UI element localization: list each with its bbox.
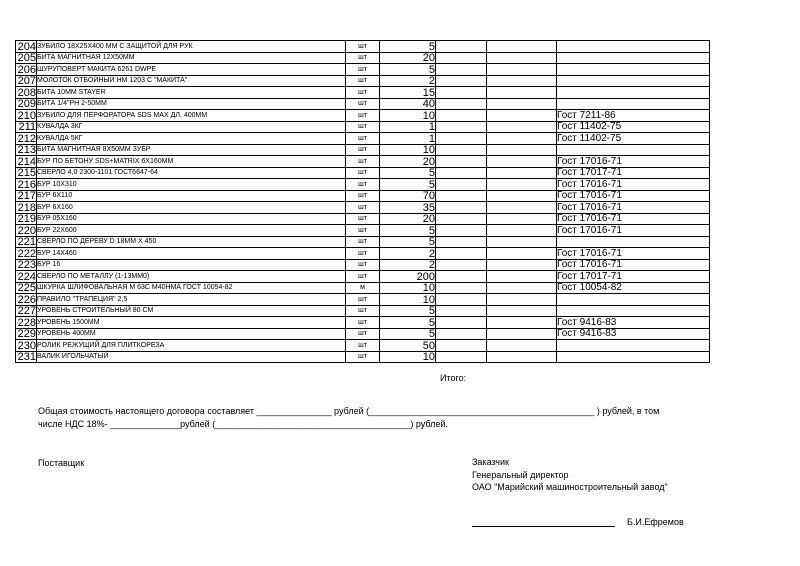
item-unit: шт — [346, 156, 380, 168]
row-number: 224 — [16, 271, 37, 283]
item-standard — [557, 351, 710, 363]
item-name: БУР 05Х160 — [37, 213, 346, 225]
item-unit: шт — [346, 98, 380, 110]
row-number: 225 — [16, 282, 37, 294]
item-unit: шт — [346, 236, 380, 248]
item-name: БИТА 10ММ STAYER — [37, 87, 346, 99]
item-unit: шт — [346, 271, 380, 283]
item-name: ВАЛИК ИГОЛЬЧАТЫЙ — [37, 351, 346, 363]
table-row — [16, 87, 710, 99]
item-name: БУР 6Х110 — [37, 190, 346, 202]
customer-block — [472, 456, 668, 494]
item-standard: Гост 17016-71 — [557, 156, 710, 168]
empty-cell — [436, 190, 487, 202]
item-name: БИТА МАГНИТНАЯ 8Х50ММ ЗУБР — [37, 144, 346, 156]
item-name: УРОВЕНЬ 400ММ — [37, 328, 346, 340]
item-name: БУР 14Х460 — [37, 248, 346, 260]
row-number: 206 — [16, 64, 37, 76]
empty-cell — [487, 305, 557, 317]
empty-cell — [487, 259, 557, 271]
item-unit: шт — [346, 133, 380, 145]
empty-cell — [487, 64, 557, 76]
item-standard: Гост 17016-71 — [557, 213, 710, 225]
item-name: БИТА 1/4"PH 2-50ММ — [37, 98, 346, 110]
item-unit: шт — [346, 328, 380, 340]
item-quantity: 1 — [380, 133, 436, 145]
table-row — [16, 41, 710, 53]
items-table-body — [16, 41, 710, 363]
empty-cell — [487, 133, 557, 145]
table-row — [16, 75, 710, 87]
item-name: ПРАВИЛО "ТРАПЕЦИЯ" 2,5 — [37, 294, 346, 306]
item-standard — [557, 52, 710, 64]
table-row — [16, 167, 710, 179]
item-standard: Гост 17016-71 — [557, 225, 710, 237]
item-standard: Гост 9416-83 — [557, 328, 710, 340]
item-quantity: 2 — [380, 75, 436, 87]
item-unit: шт — [346, 351, 380, 363]
item-standard: Гост 17017-71 — [557, 167, 710, 179]
item-standard — [557, 87, 710, 99]
item-quantity: 5 — [380, 64, 436, 76]
item-quantity: 50 — [380, 340, 436, 352]
row-number: 209 — [16, 98, 37, 110]
empty-cell — [487, 351, 557, 363]
table-row — [16, 190, 710, 202]
empty-cell — [436, 271, 487, 283]
item-name: БУР 10Х310 — [37, 179, 346, 191]
table-row — [16, 317, 710, 329]
table-row — [16, 259, 710, 271]
signature-line — [472, 526, 615, 527]
empty-cell — [487, 41, 557, 53]
item-unit: шт — [346, 87, 380, 99]
table-row — [16, 340, 710, 352]
item-standard: Гост 17016-71 — [557, 248, 710, 260]
item-quantity: 20 — [380, 213, 436, 225]
item-name: СВЕРЛО 4,0 2300-1101 ГОСТ6647-64 — [37, 167, 346, 179]
table-row — [16, 271, 710, 283]
supplier-label: Поставщик — [38, 458, 85, 468]
item-standard: Гост 11402-75 — [557, 121, 710, 133]
empty-cell — [487, 190, 557, 202]
item-unit: шт — [346, 225, 380, 237]
item-quantity: 5 — [380, 328, 436, 340]
customer-position: Генеральный директор — [472, 469, 569, 480]
item-unit: шт — [346, 179, 380, 191]
item-standard — [557, 41, 710, 53]
item-name: РОЛИК РЕЖУЩИЙ ДЛЯ ПЛИТКОРЕЗА — [37, 340, 346, 352]
item-standard: Гост 17016-71 — [557, 179, 710, 191]
item-quantity: 2 — [380, 248, 436, 260]
item-unit: шт — [346, 305, 380, 317]
item-name: КУВАЛДА 5КГ — [37, 133, 346, 145]
item-standard: Гост 9416-83 — [557, 317, 710, 329]
item-standard — [557, 294, 710, 306]
table-row — [16, 294, 710, 306]
item-standard: Гост 17017-71 — [557, 271, 710, 283]
row-number: 214 — [16, 156, 37, 168]
item-standard: Гост 17016-71 — [557, 202, 710, 214]
empty-cell — [487, 121, 557, 133]
row-number: 231 — [16, 351, 37, 363]
row-number: 218 — [16, 202, 37, 214]
item-unit: шт — [346, 52, 380, 64]
item-name: БУР 16 — [37, 259, 346, 271]
item-name: СВЕРЛО ПО ДЕРЕВУ D 18ММ X 450 — [37, 236, 346, 248]
item-quantity: 2 — [380, 259, 436, 271]
item-quantity: 10 — [380, 351, 436, 363]
empty-cell — [436, 156, 487, 168]
item-quantity: 5 — [380, 167, 436, 179]
item-standard — [557, 75, 710, 87]
item-unit: м — [346, 282, 380, 294]
empty-cell — [436, 133, 487, 145]
empty-cell — [487, 75, 557, 87]
row-number: 229 — [16, 328, 37, 340]
empty-cell — [436, 64, 487, 76]
item-unit: шт — [346, 317, 380, 329]
contract-cost-line-2: числе НДС 18%- ______________рублей (_______________________________________) рублей. — [38, 419, 448, 429]
item-unit: шт — [346, 190, 380, 202]
row-number: 219 — [16, 213, 37, 225]
row-number: 217 — [16, 190, 37, 202]
empty-cell — [436, 294, 487, 306]
item-name: БУР 6Х160 — [37, 202, 346, 214]
row-number: 211 — [16, 121, 37, 133]
empty-cell — [436, 121, 487, 133]
customer-label: Заказчик — [472, 457, 509, 467]
row-number: 221 — [16, 236, 37, 248]
items-table — [15, 40, 710, 363]
item-name: КУВАЛДА 3КГ — [37, 121, 346, 133]
empty-cell — [436, 328, 487, 340]
item-standard — [557, 64, 710, 76]
empty-cell — [487, 236, 557, 248]
empty-cell — [436, 41, 487, 53]
row-number: 230 — [16, 340, 37, 352]
item-unit: шт — [346, 294, 380, 306]
empty-cell — [436, 213, 487, 225]
empty-cell — [487, 340, 557, 352]
empty-cell — [487, 248, 557, 260]
empty-cell — [487, 167, 557, 179]
item-name: МОЛОТОК ОТБОЙНЫЙ HM 1203 С "МАКИТА" — [37, 75, 346, 87]
empty-cell — [487, 52, 557, 64]
table-row — [16, 328, 710, 340]
empty-cell — [436, 144, 487, 156]
empty-cell — [436, 248, 487, 260]
item-quantity: 5 — [380, 179, 436, 191]
row-number: 208 — [16, 87, 37, 99]
empty-cell — [436, 179, 487, 191]
row-number: 222 — [16, 248, 37, 260]
empty-cell — [436, 75, 487, 87]
item-name: БУР ПО БЕТОНУ SDS+MATRIX 6X160ММ — [37, 156, 346, 168]
item-name: СВЕРЛО ПО МЕТАЛЛУ (1-13ММ0) — [37, 271, 346, 283]
item-standard — [557, 305, 710, 317]
empty-cell — [487, 144, 557, 156]
item-quantity: 1 — [380, 121, 436, 133]
table-row — [16, 305, 710, 317]
table-row — [16, 144, 710, 156]
item-quantity: 5 — [380, 236, 436, 248]
item-unit: шт — [346, 121, 380, 133]
item-quantity: 10 — [380, 294, 436, 306]
row-number: 226 — [16, 294, 37, 306]
empty-cell — [436, 167, 487, 179]
row-number: 216 — [16, 179, 37, 191]
item-unit: шт — [346, 41, 380, 53]
item-standard — [557, 144, 710, 156]
table-row — [16, 179, 710, 191]
table-row — [16, 156, 710, 168]
item-name: БУР 22Х600 — [37, 225, 346, 237]
empty-cell — [487, 202, 557, 214]
item-name: ШКУРКА ШЛИФОВАЛЬНАЯ М 63С М40НМА ГОСТ 10054-82 — [37, 282, 346, 294]
item-quantity: 10 — [380, 110, 436, 122]
item-standard: Гост 7211-86 — [557, 110, 710, 122]
empty-cell — [487, 179, 557, 191]
empty-cell — [436, 340, 487, 352]
item-standard: Гост 10054-82 — [557, 282, 710, 294]
empty-cell — [487, 156, 557, 168]
empty-cell — [436, 282, 487, 294]
table-row — [16, 52, 710, 64]
row-number: 204 — [16, 41, 37, 53]
empty-cell — [487, 225, 557, 237]
row-number: 228 — [16, 317, 37, 329]
table-row — [16, 282, 710, 294]
contract-cost-line-1: Общая стоимость настоящего договора составляет _______________ рублей (_____________________________________________ ) рублей, в том — [38, 406, 660, 416]
item-quantity: 40 — [380, 98, 436, 110]
empty-cell — [487, 110, 557, 122]
table-row — [16, 133, 710, 145]
row-number: 207 — [16, 75, 37, 87]
table-row — [16, 213, 710, 225]
total-label: Итого: — [440, 373, 467, 383]
item-quantity: 15 — [380, 87, 436, 99]
item-quantity: 20 — [380, 52, 436, 64]
item-unit: шт — [346, 75, 380, 87]
item-quantity: 5 — [380, 41, 436, 53]
table-row — [16, 110, 710, 122]
item-unit: шт — [346, 259, 380, 271]
row-number: 212 — [16, 133, 37, 145]
item-unit: шт — [346, 202, 380, 214]
item-quantity: 10 — [380, 282, 436, 294]
item-standard: Гост 11402-75 — [557, 133, 710, 145]
item-name: ЗУБИЛО 18X25X400 ММ С ЗАЩИТОЙ ДЛЯ РУК — [37, 41, 346, 53]
item-standard: Гост 17016-71 — [557, 259, 710, 271]
table-row — [16, 121, 710, 133]
empty-cell — [436, 225, 487, 237]
empty-cell — [487, 317, 557, 329]
item-quantity: 200 — [380, 271, 436, 283]
empty-cell — [487, 98, 557, 110]
empty-cell — [436, 202, 487, 214]
item-unit: шт — [346, 64, 380, 76]
empty-cell — [487, 87, 557, 99]
item-quantity: 5 — [380, 305, 436, 317]
empty-cell — [436, 305, 487, 317]
item-standard — [557, 98, 710, 110]
item-standard: Гост 17016-71 — [557, 190, 710, 202]
item-unit: шт — [346, 248, 380, 260]
row-number: 220 — [16, 225, 37, 237]
empty-cell — [436, 351, 487, 363]
empty-cell — [436, 259, 487, 271]
empty-cell — [487, 271, 557, 283]
row-number: 213 — [16, 144, 37, 156]
empty-cell — [436, 98, 487, 110]
item-name: УРОВЕНЬ СТРОИТЕЛЬНЫЙ 80 СМ — [37, 305, 346, 317]
item-name: УРОВЕНЬ 1500ММ — [37, 317, 346, 329]
empty-cell — [436, 317, 487, 329]
table-row — [16, 225, 710, 237]
item-unit: шт — [346, 167, 380, 179]
row-number: 223 — [16, 259, 37, 271]
table-row — [16, 202, 710, 214]
customer-org: ОАО "Марийский машиностроительный завод" — [472, 482, 668, 492]
empty-cell — [487, 294, 557, 306]
empty-cell — [487, 282, 557, 294]
item-quantity: 20 — [380, 156, 436, 168]
item-name: ЗУБИЛО ДЛЯ ПЕРФОРАТОРА SDS MAX ДЛ. 400ММ — [37, 110, 346, 122]
item-name: БИТА МАГНИТНАЯ 12Х50ММ — [37, 52, 346, 64]
table-row — [16, 64, 710, 76]
table-row — [16, 248, 710, 260]
item-quantity: 5 — [380, 317, 436, 329]
empty-cell — [487, 213, 557, 225]
item-quantity: 35 — [380, 202, 436, 214]
row-number: 227 — [16, 305, 37, 317]
item-name: ШУРУПОВЕРТ МАКИТА 6261 DWPE — [37, 64, 346, 76]
customer-signer: Б.И.Ефремов — [627, 517, 684, 527]
row-number: 205 — [16, 52, 37, 64]
empty-cell — [436, 52, 487, 64]
empty-cell — [436, 236, 487, 248]
table-row — [16, 236, 710, 248]
table-row — [16, 98, 710, 110]
row-number: 210 — [16, 110, 37, 122]
item-standard — [557, 340, 710, 352]
item-unit: шт — [346, 213, 380, 225]
item-quantity: 10 — [380, 144, 436, 156]
item-unit: шт — [346, 144, 380, 156]
table-row — [16, 351, 710, 363]
item-quantity: 70 — [380, 190, 436, 202]
empty-cell — [487, 328, 557, 340]
empty-cell — [436, 110, 487, 122]
row-number: 215 — [16, 167, 37, 179]
item-unit: шт — [346, 110, 380, 122]
empty-cell — [436, 87, 487, 99]
item-unit: шт — [346, 340, 380, 352]
item-standard — [557, 236, 710, 248]
item-quantity: 5 — [380, 225, 436, 237]
